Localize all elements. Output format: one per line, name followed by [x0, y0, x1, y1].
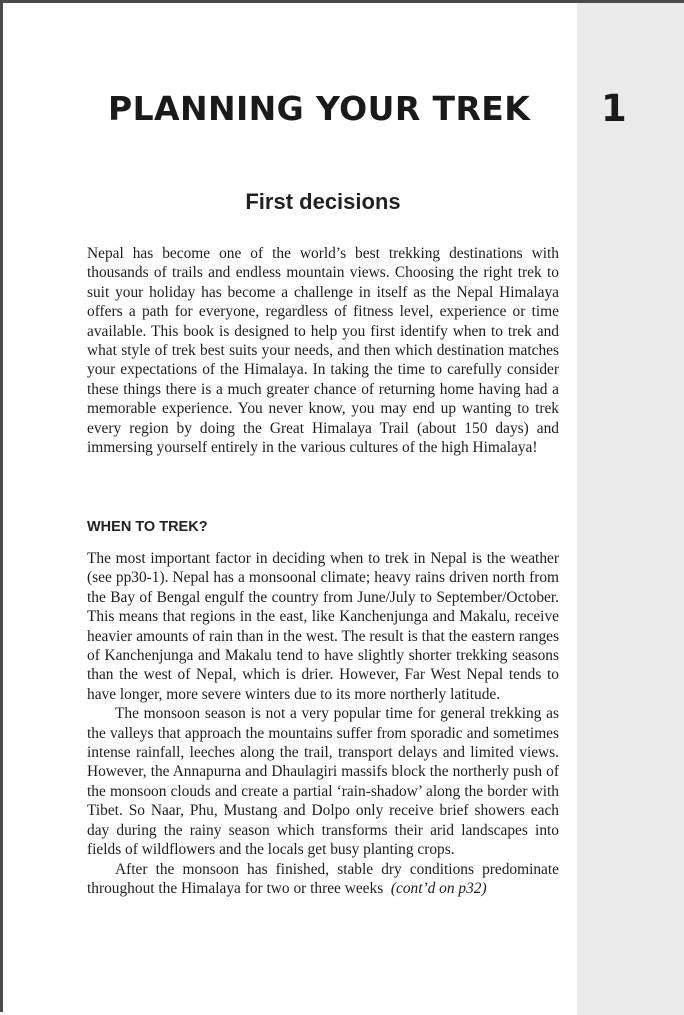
body-paragraph-last [87, 860, 559, 899]
when-to-trek-body [87, 549, 559, 898]
body-paragraph: The most important factor in deciding when to trek in Nepal is the weather (see pp30-1). Nepal has a monsoonal climate; heavy rains driven north from the Bay of Bengal engulf the country from June/July to September/October. This means that regions in the east, like Kanchenjunga and Makalu, receive heavier amounts of rain than in the west. The result is that the eastern ranges of Kanchenjunga and Makalu tend to have slightly shorter trekking seasons than the west of Nepal, which is drier. However, Far West Nepal tends to have longer, more severe winters due to its more northerly latitude. [87, 550, 559, 703]
chapter-title: PLANNING YOUR TREK [108, 89, 531, 128]
page-margin-strip [577, 3, 684, 1015]
body-paragraph-text: After the monsoon has finished, stable dry conditions predominate throughout the Himalaya for two or three weeks [87, 860, 559, 897]
chapter-number: 1 [601, 87, 627, 130]
continued-reference: (cont’d on p32) [390, 879, 487, 897]
body-paragraph: The monsoon season is not a very popular time for general trekking as the valleys that approach the mountains suffer from sporadic and sometimes intense rainfall, leeches along the trail, transport delays and limited views. However, the Annapurna and Dhaulagiri massifs block the northerly push of the monsoon clouds and create a partial ‘rain-shadow’ along the border with Tibet. So Naar, Phu, Mustang and Dolpo only receive brief showers each day during the rainy season which transforms their arid landscapes into fields of wildflowers and the locals get busy planting crops. [87, 705, 559, 859]
section-title: First decisions [245, 189, 401, 214]
when-to-trek-heading: WHEN TO TREK? [87, 519, 208, 535]
intro-paragraph: Nepal has become one of the world’s best trekking destinations with thousands of trails and endless mountain views. Choosing the right trek to suit your holiday has become a challenge in itself as the Nepal Himalaya offers a path for everyone, regardless of fitness level, experience or time available. This book is designed to help you first identify when to trek and what style of trek best suits your needs, and then which destination matches your expectations of the Himalaya. In taking the time to carefully consider these things there is a much greater chance of returning home having had a memorable experience. You never know, you may end up wanting to trek every region by doing the Great Himalaya Trail (about 150 days) and immersing yourself entirely in the various cultures of the high Himalaya! [87, 245, 559, 457]
